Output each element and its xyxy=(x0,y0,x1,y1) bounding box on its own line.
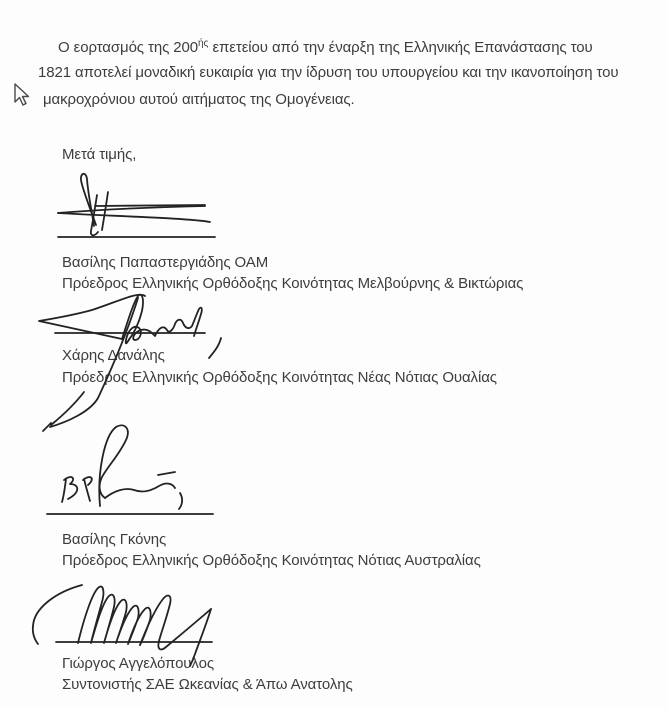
closing-salutation: Μετά τιμής, xyxy=(62,146,137,163)
signatory-name: Βασίλης Παπαστεργιάδης ΟΑΜ xyxy=(62,254,269,271)
signatory-name: Βασίλης Γκόνης xyxy=(62,531,167,548)
paragraph-line-1 xyxy=(58,38,593,57)
paragraph-line-3: μακροχρόνιου αυτού αιτήματος της Ομογένειας. xyxy=(43,91,355,108)
paragraph-line-1-rest: επετείου από την έναρξη της Ελληνικής Επανάστασης του xyxy=(208,39,593,56)
signatory-title: Συντονιστής ΣΑΕ Ωκεανίας & Άπω Ανατολης xyxy=(62,676,353,693)
signatory-name: Γιώργος Αγγελόπουλος xyxy=(62,655,214,672)
paragraph-line-2: 1821 αποτελεί μοναδική ευκαιρία για την ίδρυση του υπουργείου και την ικανοποίηση του xyxy=(38,64,619,81)
signature-3 xyxy=(42,422,222,518)
paragraph-line-1-text: Ο εορτασμός της 200 xyxy=(58,39,198,56)
signatory-title: Πρόεδρος Ελληνικής Ορθόδοξης Κοινότητας Νότιας Αυστραλίας xyxy=(62,552,481,569)
signatory-title: Πρόεδρος Ελληνικής Ορθόδοξης Κοινότητας Μελβούρνης & Βικτώριας xyxy=(62,275,524,292)
cursor-icon xyxy=(12,82,32,113)
signatory-name: Χάρης Δανάλης xyxy=(62,347,165,364)
signatory-title: Πρόεδρος Ελληνικής Ορθόδοξης Κοινότητας Νέας Νότιας Ουαλίας xyxy=(62,369,497,386)
ordinal-superscript: ής xyxy=(198,38,209,49)
signature-1 xyxy=(48,168,238,243)
